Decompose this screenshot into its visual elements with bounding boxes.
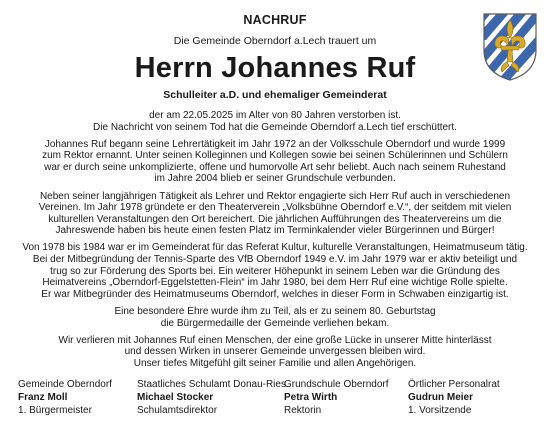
signature-organization: Gemeinde Oberndorf bbox=[18, 379, 112, 390]
signature-organization: Örtlicher Personalrat bbox=[408, 379, 500, 390]
municipal-coat-of-arms-icon bbox=[480, 10, 540, 82]
paragraph bbox=[0, 139, 550, 185]
text-line: die Bürgermedaille der Gemeinde verliehen bekam. bbox=[160, 317, 390, 329]
signature-name: Petra Wirth bbox=[284, 392, 338, 403]
paragraph bbox=[0, 242, 550, 300]
text-line: Vereinen. Im Jahr 1978 gründete er den Theaterverein „Volksbühne Oberndorf e.V.“, der seitdem mit vielen bbox=[38, 202, 512, 214]
text-line: Er war Mitbegründer des Heimatmuseums Oberndorf, welches in dieser Form in Schwaben einzigartig ist. bbox=[41, 288, 509, 300]
text-line: war er durch seine unkomplizierte, offene und humorvolle Art sehr beliebt. Auch nach seinem Ruhestand bbox=[44, 161, 506, 173]
signature-name: Michael Stocker bbox=[137, 392, 214, 403]
intro-line: Die Gemeinde Oberndorf a.Lech trauert um bbox=[173, 35, 377, 47]
deceased-name: Herrn Johannes Ruf bbox=[134, 52, 416, 84]
text-line: der am 22.05.2025 im Alter von 80 Jahren verstorben ist. bbox=[149, 110, 401, 121]
signature-role: 1. Bürgermeister bbox=[18, 405, 92, 416]
text-line: kulturellen Veranstaltungen den Ort bereichert. Die jährlichen Aufführungen des Theatervereins um die bbox=[48, 213, 502, 225]
deceased-title: Schulleiter a.D. und ehemaliger Gemeinderat bbox=[163, 89, 387, 101]
signature-organization: Staatliches Schulamt Donau-Ries bbox=[137, 379, 286, 390]
signature-organization: Grundschule Oberndorf bbox=[284, 379, 389, 390]
obituary-body bbox=[0, 110, 550, 375]
signature-role: Schulamtsdirektor bbox=[137, 405, 218, 416]
signature-school-office bbox=[137, 378, 286, 417]
text-line: Wir verlieren mit Johannes Ruf einen Menschen, der eine große Lücke in unserer Mitte hinterlässt bbox=[58, 334, 492, 346]
signature-name: Gudrun Meier bbox=[408, 392, 474, 403]
text-line: Eine besondere Ehre wurde ihm zu Teil, als er zu seinem 80. Geburtstag bbox=[114, 305, 436, 317]
text-line: zum Rektor ernannt. Unter seinen Kolleginnen und Kollegen sowie bei seinen Schülerinnen und Schülern bbox=[42, 150, 508, 162]
text-line: Johannes Ruf begann seine Lehrertätigkeit im Jahr 1972 an der Volksschule Oberndorf und wurde 1999 bbox=[44, 138, 506, 150]
paragraph bbox=[0, 110, 550, 133]
text-line: Bei der Mitbegründung der Tennis-Sparte des VfB Oberndorf 1949 e.V. im Jahr 1979 war er aktiv beteiligt und bbox=[32, 254, 518, 266]
paragraph bbox=[0, 335, 550, 370]
text-line: Neben seiner langjährigen Tätigkeit als Lehrer und Rektor engagierte sich Herr Ruf auch in verschiedenen bbox=[39, 190, 511, 202]
text-line: im Jahre 2004 blieb er seiner Grundschule verbunden. bbox=[154, 173, 396, 185]
signature-primary-school bbox=[284, 378, 389, 417]
signature-name: Franz Moll bbox=[18, 392, 68, 403]
text-line: Die Nachricht von seinem Tod hat die Gemeinde Oberndorf a.Lech tief erschüttert. bbox=[93, 121, 457, 133]
signature-municipality bbox=[18, 378, 112, 417]
signature-staff-council bbox=[408, 378, 500, 417]
text-line: Unser tiefes Mitgefühl gilt seiner Familie und allen Angehörigen. bbox=[133, 357, 417, 369]
text-line: trug so zur Förderung des Sports bei. Ein weiterer Höhepunkt in seinem Leben war die Gründung des bbox=[50, 265, 500, 277]
paragraph bbox=[0, 191, 550, 237]
text-line: Heimatvereins „Oberndorf-Eggelstetten-Flein“ im Jahr 1980, bei dem Herr Ruf eine wichtige Rolle spielte. bbox=[42, 277, 508, 289]
signature-role: Rektorin bbox=[284, 405, 322, 416]
paragraph bbox=[0, 306, 550, 329]
notice-label: NACHRUF bbox=[243, 13, 307, 27]
text-line: und dessen Wirken in unserer Gemeinde unvergessen bleiben wird. bbox=[124, 346, 426, 358]
text-line: Von 1978 bis 1984 war er im Gemeinderat für das Referat Kultur, kulturelle Veranstaltungen, Heimatmuseum tätig. bbox=[22, 242, 528, 254]
signature-role: 1. Vorsitzende bbox=[408, 405, 472, 416]
text-line: Jahreswende haben bis heute einen festen Platz im Terminkalender vieler Bürgerinnen und Bürger! bbox=[55, 225, 495, 237]
